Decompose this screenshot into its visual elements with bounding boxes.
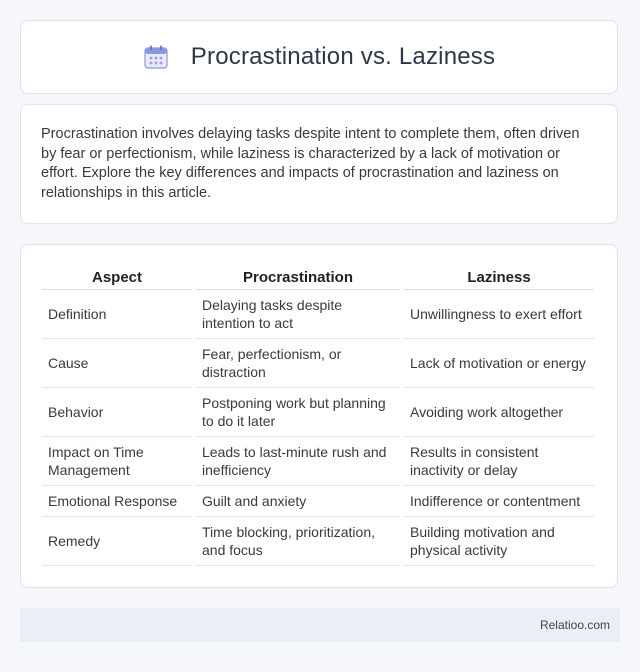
table-cell-procrastination: Time blocking, prioritization, and focus [196,517,400,566]
table-cell-procrastination: Delaying tasks despite intention to act [196,290,400,339]
table-cell-aspect: Remedy [42,517,192,566]
page-title: Procrastination vs. Laziness [190,43,496,70]
footer-brand[interactable]: Relatioo.com [539,618,610,632]
intro-text: Procrastination involves delaying tasks despite intent to complete them, often driven by fear or perfectionism, while laziness is characterized by a lack of motivation or effort. Explore the key differences and impacts of procrastination and laziness on relationships in this article. [41,126,580,201]
column-header-procrastination: Procrastination [196,267,400,290]
table-cell-procrastination: Leads to last-minute rush and inefficiency [196,437,400,486]
table-cell-laziness: Avoiding work altogether [404,388,594,437]
table-row [42,290,594,339]
table-cell-aspect: Behavior [42,388,192,437]
table-cell-laziness: Lack of motivation or energy [404,339,594,388]
table-cell-laziness: Indifference or contentment [404,486,594,517]
footer [20,608,620,642]
table-row [42,339,594,388]
table-cell-procrastination: Postponing work but planning to do it later [196,388,400,437]
table-row [42,486,594,517]
table-header-row [42,267,594,290]
table-cell-aspect: Impact on Time Management [42,437,192,486]
table-cell-aspect: Emotional Response [42,486,192,517]
table-cell-procrastination: Fear, perfectionism, or distraction [196,339,400,388]
table-cell-procrastination: Guilt and anxiety [196,486,400,517]
table-cell-aspect: Cause [42,339,192,388]
comparison-table [38,267,598,566]
column-header-laziness: Laziness [404,267,594,290]
column-header-aspect: Aspect [42,267,192,290]
table-cell-laziness: Results in consistent inactivity or delay [404,437,594,486]
title-wrap [143,43,495,71]
title-card [20,20,618,94]
table-cell-laziness: Unwillingness to exert effort [404,290,594,339]
intro-card [20,104,618,224]
table-cell-aspect: Definition [42,290,192,339]
table-cell-laziness: Building motivation and physical activity [404,517,594,566]
table-row [42,388,594,437]
table-row [42,517,594,566]
comparison-card [20,244,618,588]
table-row [42,437,594,486]
calendar-icon [143,44,169,70]
